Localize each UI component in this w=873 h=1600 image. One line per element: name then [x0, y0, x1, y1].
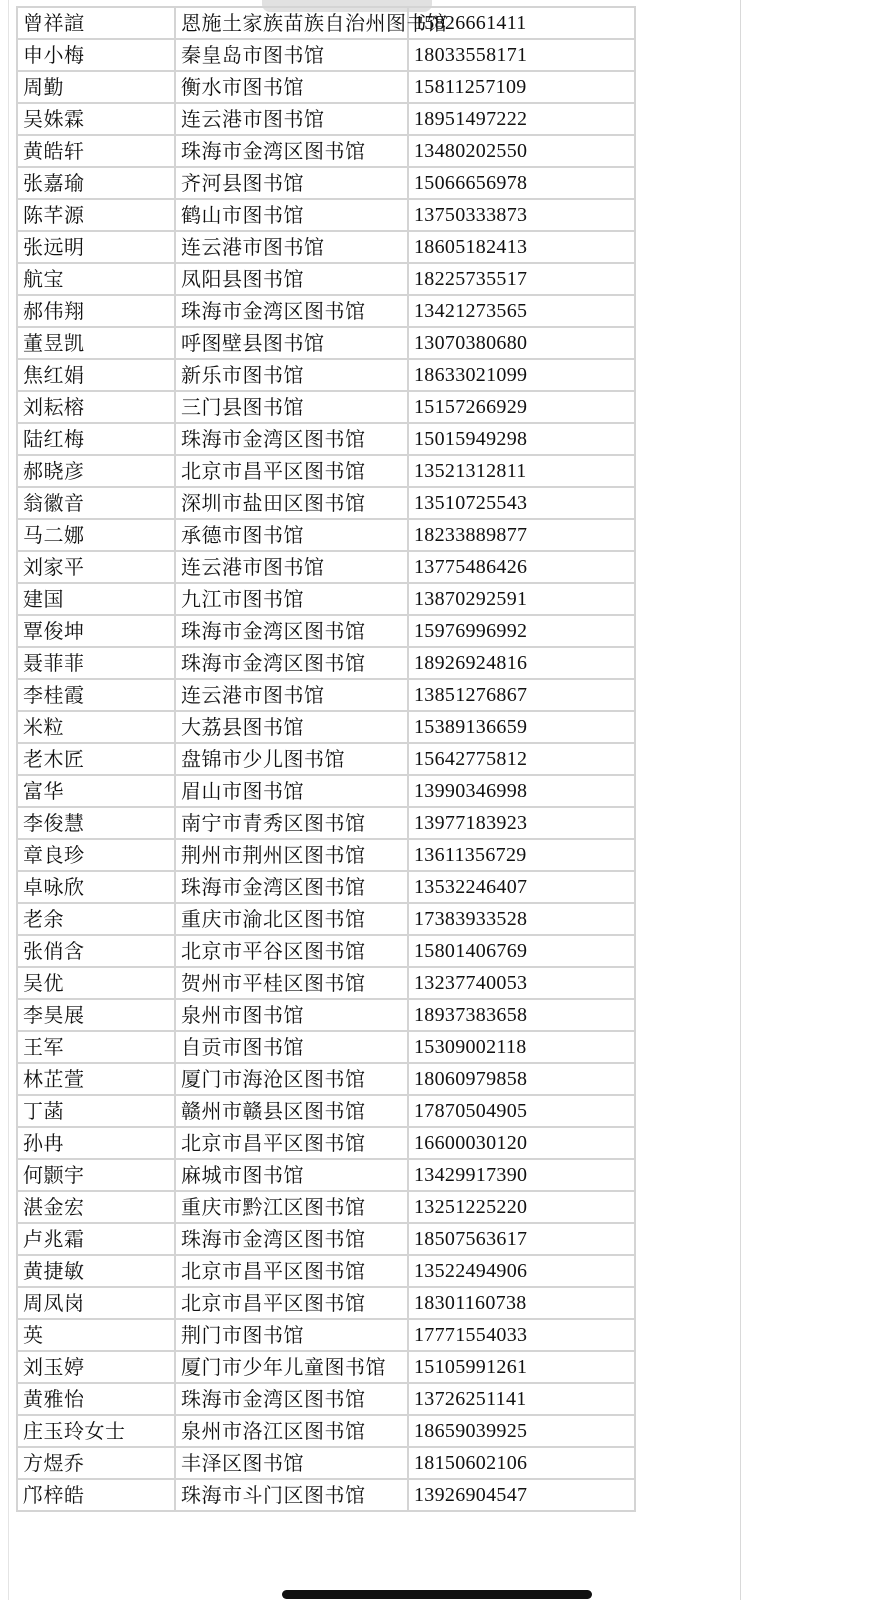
name-cell: 申小梅	[17, 39, 175, 71]
name-cell: 翁徽音	[17, 487, 175, 519]
library-cell: 丰泽区图书馆	[175, 1447, 408, 1479]
phone-cell: 15066656978	[408, 167, 635, 199]
phone-cell: 18633021099	[408, 359, 635, 391]
name-cell: 卓咏欣	[17, 871, 175, 903]
library-cell: 珠海市金湾区图书馆	[175, 1383, 408, 1415]
library-cell: 连云港市图书馆	[175, 551, 408, 583]
table-row	[17, 1063, 635, 1095]
name-cell: 李桂霞	[17, 679, 175, 711]
name-cell: 张俏含	[17, 935, 175, 967]
table-row	[17, 1095, 635, 1127]
name-cell: 章良珍	[17, 839, 175, 871]
table-row	[17, 807, 635, 839]
library-cell: 凤阳县图书馆	[175, 263, 408, 295]
name-cell: 马二娜	[17, 519, 175, 551]
table-row	[17, 103, 635, 135]
library-cell: 珠海市金湾区图书馆	[175, 423, 408, 455]
table-row	[17, 1223, 635, 1255]
library-cell: 麻城市图书馆	[175, 1159, 408, 1191]
library-cell: 连云港市图书馆	[175, 231, 408, 263]
library-cell: 深圳市盐田区图书馆	[175, 487, 408, 519]
library-cell: 贺州市平桂区图书馆	[175, 967, 408, 999]
name-cell: 郝伟翔	[17, 295, 175, 327]
library-cell: 齐河县图书馆	[175, 167, 408, 199]
library-cell: 重庆市黔江区图书馆	[175, 1191, 408, 1223]
phone-cell: 13611356729	[408, 839, 635, 871]
phone-cell: 16600030120	[408, 1127, 635, 1159]
table-row	[17, 519, 635, 551]
contact-table	[16, 6, 636, 1512]
library-cell: 眉山市图书馆	[175, 775, 408, 807]
name-cell: 李俊慧	[17, 807, 175, 839]
name-cell: 刘家平	[17, 551, 175, 583]
phone-cell: 15642775812	[408, 743, 635, 775]
name-cell: 张远明	[17, 231, 175, 263]
table-row	[17, 1159, 635, 1191]
phone-cell: 13851276867	[408, 679, 635, 711]
name-cell: 刘玉婷	[17, 1351, 175, 1383]
name-cell: 航宝	[17, 263, 175, 295]
phone-cell: 13521312811	[408, 455, 635, 487]
table-row	[17, 1351, 635, 1383]
table-row	[17, 583, 635, 615]
name-cell: 丁菡	[17, 1095, 175, 1127]
library-cell: 自贡市图书馆	[175, 1031, 408, 1063]
name-cell: 米粒	[17, 711, 175, 743]
name-cell: 卢兆霜	[17, 1223, 175, 1255]
table-row	[17, 1287, 635, 1319]
phone-cell: 18507563617	[408, 1223, 635, 1255]
phone-cell: 15015949298	[408, 423, 635, 455]
phone-cell: 17383933528	[408, 903, 635, 935]
table-row	[17, 1031, 635, 1063]
library-cell: 泉州市图书馆	[175, 999, 408, 1031]
phone-cell: 13750333873	[408, 199, 635, 231]
library-cell: 赣州市赣县区图书馆	[175, 1095, 408, 1127]
name-cell: 吴姝霖	[17, 103, 175, 135]
table-row	[17, 1319, 635, 1351]
library-cell: 泉州市洛江区图书馆	[175, 1415, 408, 1447]
name-cell: 周勤	[17, 71, 175, 103]
library-cell: 新乐市图书馆	[175, 359, 408, 391]
name-cell: 湛金宏	[17, 1191, 175, 1223]
table-row	[17, 71, 635, 103]
table-row	[17, 903, 635, 935]
table-row	[17, 871, 635, 903]
name-cell: 郝晓彦	[17, 455, 175, 487]
phone-cell: 13990346998	[408, 775, 635, 807]
phone-cell: 13510725543	[408, 487, 635, 519]
phone-cell: 18301160738	[408, 1287, 635, 1319]
phone-cell: 13070380680	[408, 327, 635, 359]
library-cell: 珠海市金湾区图书馆	[175, 871, 408, 903]
table-row	[17, 455, 635, 487]
phone-cell: 18951497222	[408, 103, 635, 135]
library-cell: 北京市昌平区图书馆	[175, 1127, 408, 1159]
table-row	[17, 935, 635, 967]
name-cell: 庄玉玲女士	[17, 1415, 175, 1447]
library-cell: 珠海市斗门区图书馆	[175, 1479, 408, 1511]
table-row	[17, 711, 635, 743]
name-cell: 陆红梅	[17, 423, 175, 455]
phone-cell: 15389136659	[408, 711, 635, 743]
name-cell: 王军	[17, 1031, 175, 1063]
table-row	[17, 295, 635, 327]
library-cell: 大荔县图书馆	[175, 711, 408, 743]
table-row	[17, 39, 635, 71]
name-cell: 曾祥諠	[17, 7, 175, 39]
table-row	[17, 1415, 635, 1447]
table-row	[17, 839, 635, 871]
name-cell: 黄雅怡	[17, 1383, 175, 1415]
contact-table-body	[17, 7, 635, 1511]
library-cell: 北京市平谷区图书馆	[175, 935, 408, 967]
phone-cell: 18060979858	[408, 1063, 635, 1095]
library-cell: 鹤山市图书馆	[175, 199, 408, 231]
library-cell: 荆门市图书馆	[175, 1319, 408, 1351]
library-cell: 珠海市金湾区图书馆	[175, 1223, 408, 1255]
table-row	[17, 1383, 635, 1415]
phone-cell: 13251225220	[408, 1191, 635, 1223]
phone-cell: 13429917390	[408, 1159, 635, 1191]
name-cell: 黄皓轩	[17, 135, 175, 167]
phone-cell: 18605182413	[408, 231, 635, 263]
name-cell: 焦红娟	[17, 359, 175, 391]
table-row	[17, 1127, 635, 1159]
table-row	[17, 167, 635, 199]
phone-cell: 18225735517	[408, 263, 635, 295]
library-cell: 呼图壁县图书馆	[175, 327, 408, 359]
table-row	[17, 967, 635, 999]
table-row	[17, 1479, 635, 1511]
phone-cell: 13926904547	[408, 1479, 635, 1511]
phone-cell: 18233889877	[408, 519, 635, 551]
library-cell: 珠海市金湾区图书馆	[175, 135, 408, 167]
table-row	[17, 647, 635, 679]
name-cell: 老余	[17, 903, 175, 935]
library-cell: 三门县图书馆	[175, 391, 408, 423]
table-row	[17, 679, 635, 711]
table-row	[17, 7, 635, 39]
library-cell: 珠海市金湾区图书馆	[175, 647, 408, 679]
table-row	[17, 199, 635, 231]
name-cell: 方煜乔	[17, 1447, 175, 1479]
name-cell: 周凤岗	[17, 1287, 175, 1319]
name-cell: 张嘉瑜	[17, 167, 175, 199]
phone-cell: 15801406769	[408, 935, 635, 967]
phone-cell: 15309002118	[408, 1031, 635, 1063]
home-indicator-bar[interactable]	[282, 1590, 592, 1599]
library-cell: 连云港市图书馆	[175, 103, 408, 135]
phone-cell: 13421273565	[408, 295, 635, 327]
name-cell: 何颢宇	[17, 1159, 175, 1191]
table-row	[17, 743, 635, 775]
name-cell: 聂菲菲	[17, 647, 175, 679]
name-cell: 林芷萱	[17, 1063, 175, 1095]
name-cell: 建国	[17, 583, 175, 615]
phone-cell: 15826661411	[408, 7, 635, 39]
table-row	[17, 391, 635, 423]
name-cell: 覃俊坤	[17, 615, 175, 647]
table-row	[17, 423, 635, 455]
library-cell: 珠海市金湾区图书馆	[175, 295, 408, 327]
phone-cell: 13775486426	[408, 551, 635, 583]
phone-cell: 13532246407	[408, 871, 635, 903]
table-row	[17, 135, 635, 167]
name-cell: 刘耘榕	[17, 391, 175, 423]
name-cell: 富华	[17, 775, 175, 807]
phone-cell: 15811257109	[408, 71, 635, 103]
phone-cell: 17771554033	[408, 1319, 635, 1351]
table-row	[17, 551, 635, 583]
library-cell: 连云港市图书馆	[175, 679, 408, 711]
phone-cell: 15976996992	[408, 615, 635, 647]
phone-cell: 15157266929	[408, 391, 635, 423]
table-row	[17, 1447, 635, 1479]
name-cell: 董昱凯	[17, 327, 175, 359]
library-cell: 恩施土家族苗族自治州图书馆	[175, 7, 408, 39]
name-cell: 英	[17, 1319, 175, 1351]
library-cell: 九江市图书馆	[175, 583, 408, 615]
library-cell: 南宁市青秀区图书馆	[175, 807, 408, 839]
table-row	[17, 231, 635, 263]
phone-cell: 18937383658	[408, 999, 635, 1031]
phone-cell: 13480202550	[408, 135, 635, 167]
right-margin-line	[740, 0, 741, 1600]
name-cell: 孙冉	[17, 1127, 175, 1159]
name-cell: 邝梓皓	[17, 1479, 175, 1511]
name-cell: 李昊展	[17, 999, 175, 1031]
name-cell: 陈芊源	[17, 199, 175, 231]
library-cell: 衡水市图书馆	[175, 71, 408, 103]
name-cell: 老木匠	[17, 743, 175, 775]
name-cell: 吴优	[17, 967, 175, 999]
library-cell: 北京市昌平区图书馆	[175, 1255, 408, 1287]
phone-cell: 13977183923	[408, 807, 635, 839]
table-row	[17, 1255, 635, 1287]
library-cell: 承德市图书馆	[175, 519, 408, 551]
table-row	[17, 999, 635, 1031]
table-row	[17, 359, 635, 391]
left-margin-line	[8, 0, 9, 1600]
library-cell: 北京市昌平区图书馆	[175, 1287, 408, 1319]
library-cell: 珠海市金湾区图书馆	[175, 615, 408, 647]
name-cell: 黄捷敏	[17, 1255, 175, 1287]
library-cell: 荆州市荆州区图书馆	[175, 839, 408, 871]
phone-cell: 13237740053	[408, 967, 635, 999]
table-row	[17, 487, 635, 519]
phone-cell: 18659039925	[408, 1415, 635, 1447]
phone-cell: 18150602106	[408, 1447, 635, 1479]
table-row	[17, 263, 635, 295]
table-row	[17, 775, 635, 807]
library-cell: 盘锦市少儿图书馆	[175, 743, 408, 775]
phone-cell: 17870504905	[408, 1095, 635, 1127]
library-cell: 北京市昌平区图书馆	[175, 455, 408, 487]
phone-cell: 13522494906	[408, 1255, 635, 1287]
table-row	[17, 1191, 635, 1223]
table-row	[17, 615, 635, 647]
phone-cell: 15105991261	[408, 1351, 635, 1383]
library-cell: 秦皇岛市图书馆	[175, 39, 408, 71]
library-cell: 厦门市海沧区图书馆	[175, 1063, 408, 1095]
table-row	[17, 327, 635, 359]
phone-cell: 13870292591	[408, 583, 635, 615]
phone-cell: 18926924816	[408, 647, 635, 679]
phone-cell: 13726251141	[408, 1383, 635, 1415]
library-cell: 厦门市少年儿童图书馆	[175, 1351, 408, 1383]
library-cell: 重庆市渝北区图书馆	[175, 903, 408, 935]
phone-cell: 18033558171	[408, 39, 635, 71]
